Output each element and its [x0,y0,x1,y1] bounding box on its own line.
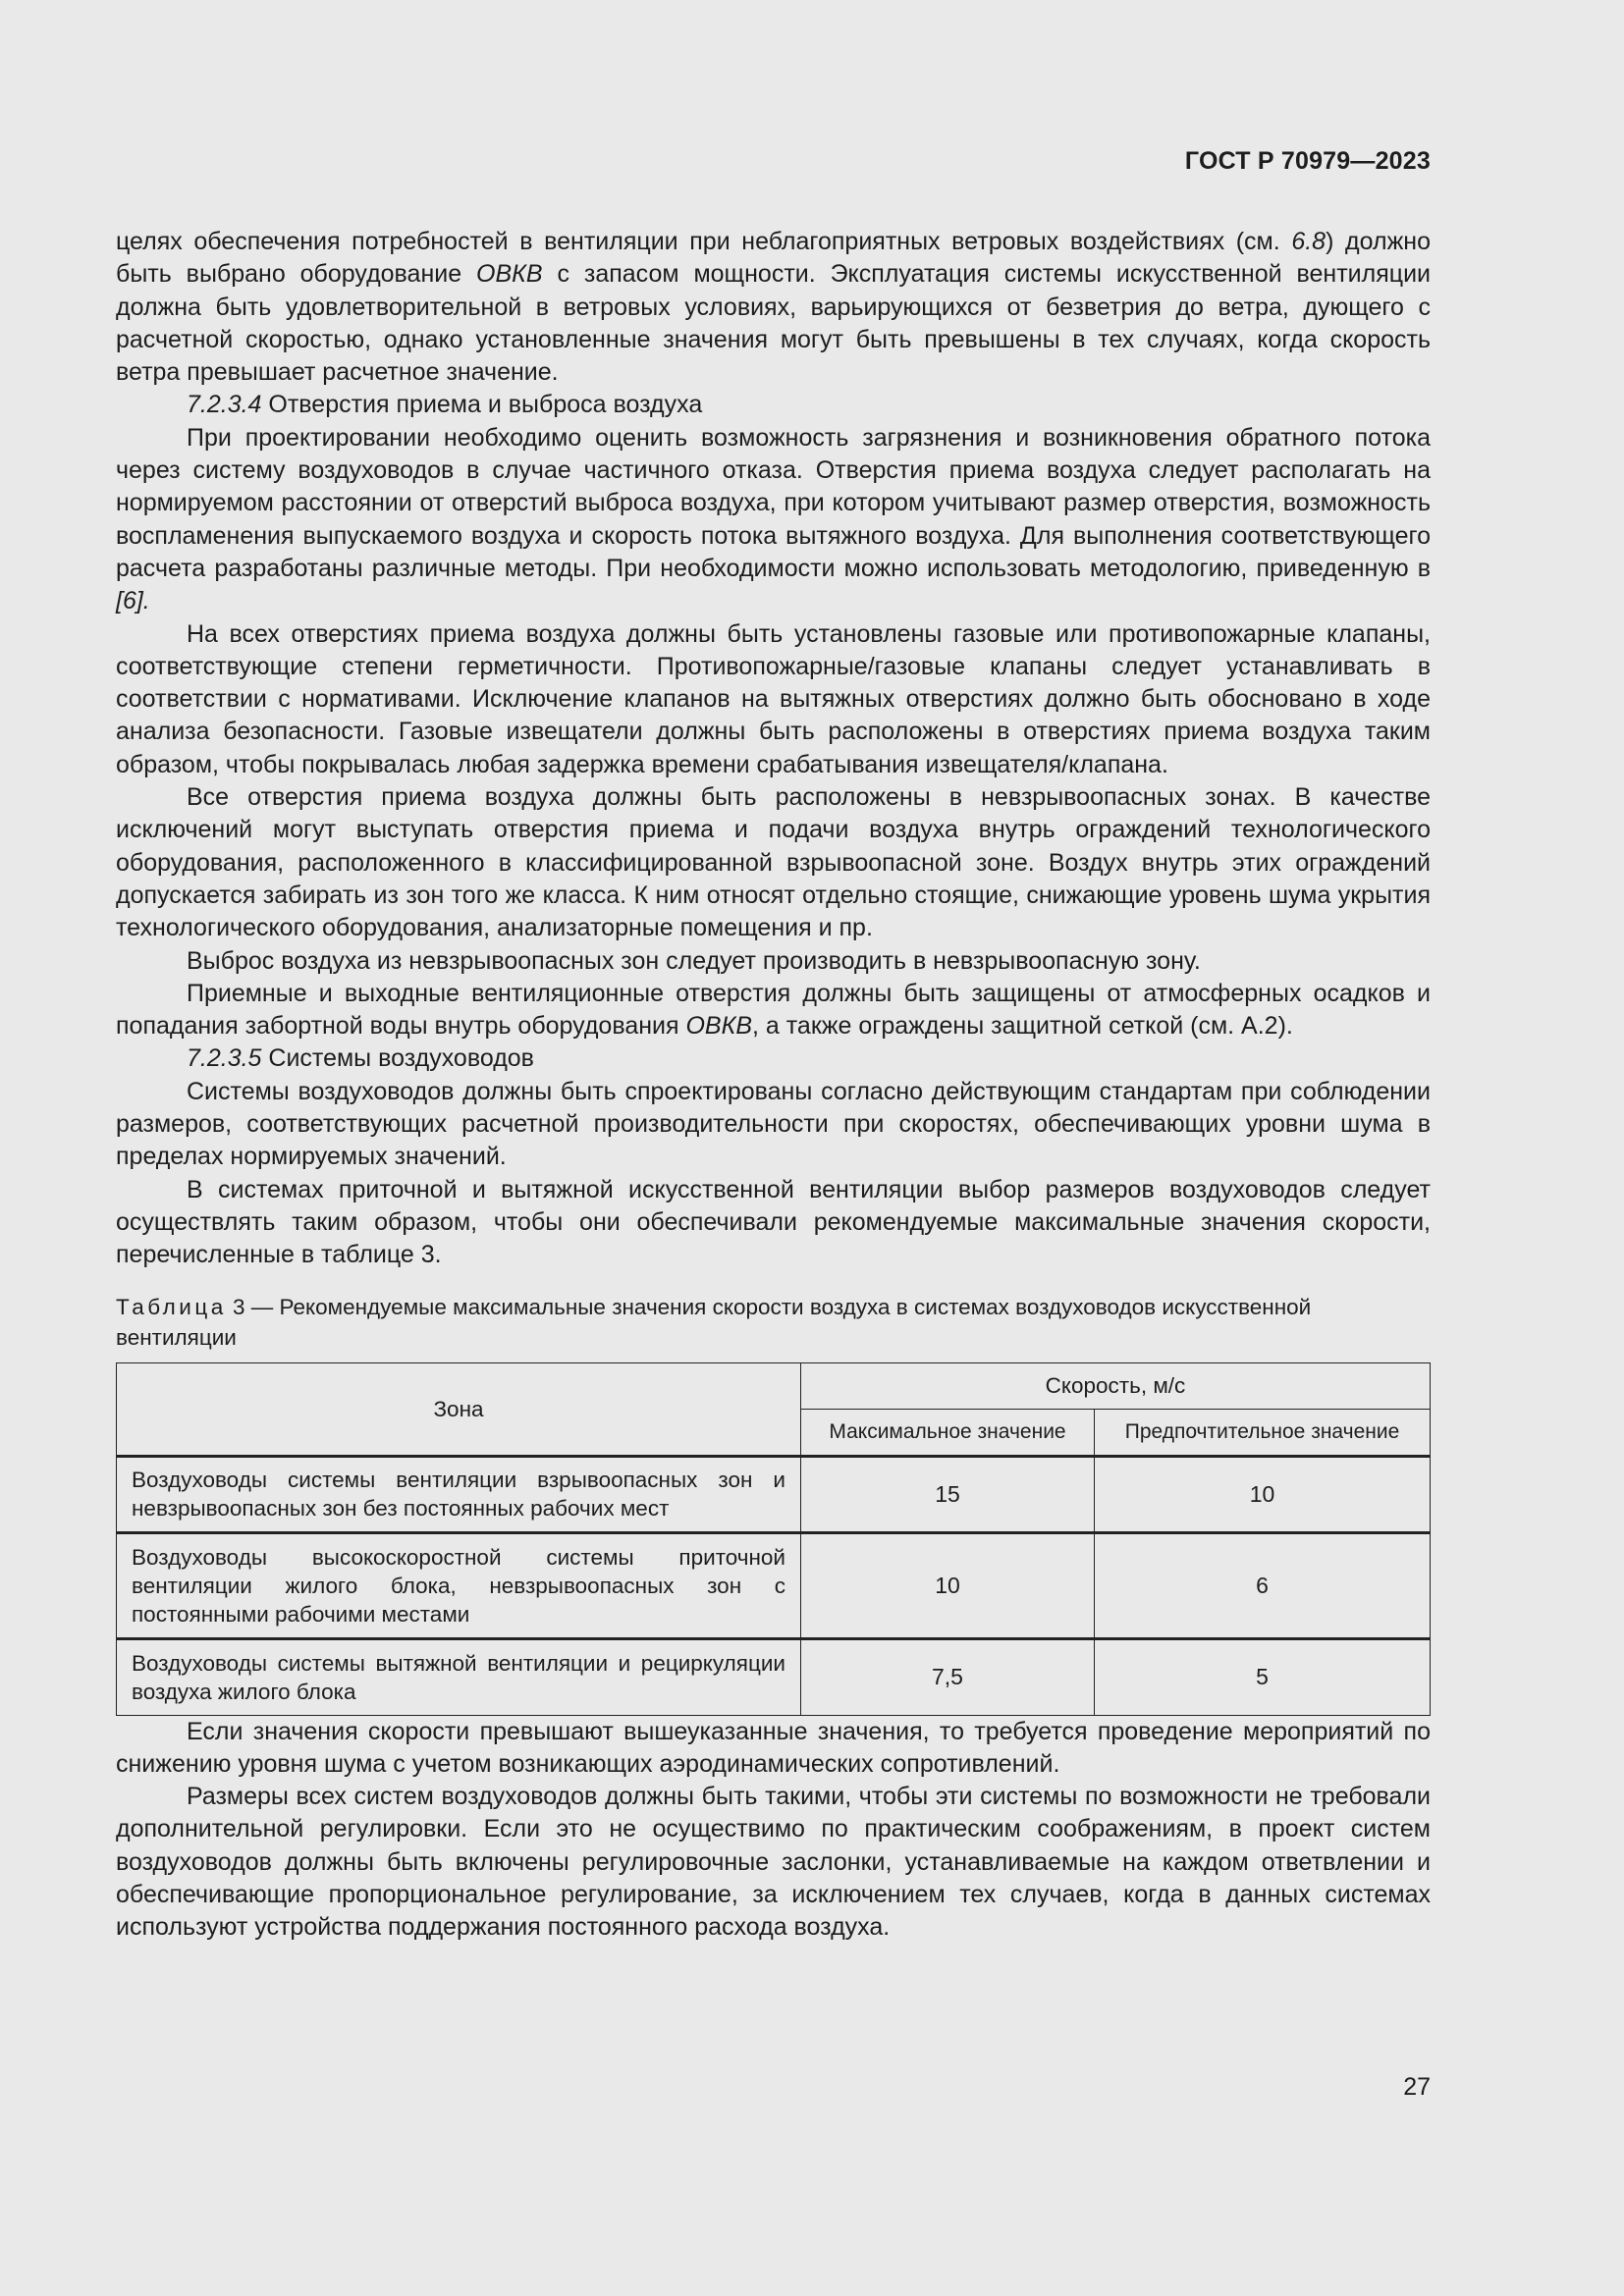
paragraph [116,978,1431,1043]
max-value-cell: 7,5 [801,1638,1095,1715]
section-heading-7-2-3-5 [116,1042,1431,1075]
zone-cell: Воздуховоды системы вентиляции взрывоопасных зон и невзрывоопасных зон без постоянных рабочих мест [117,1456,801,1532]
table-row [117,1456,1431,1532]
section-title: Системы воздуховодов [261,1044,534,1073]
paragraph: Размеры всех систем воздуховодов должны быть такими, чтобы эти системы по возможности не требовали дополнительной регулировки. Если это не осуществимо по практическим соображениям, в проект систем воздуховодов должны быть включены регулировочные заслонки, устанавливаемые на каждом ответвлении и обеспечивающие пропорциональное регулирование, за исключением тех случаев, когда в данных системах используют устройства поддержания постоянного расхода воздуха. [116,1783,1431,1942]
text-run: целях обеспечения потребностей в вентиляции при неблагоприятных ветровых воздействиях (см. [116,228,1292,255]
table-row [117,1532,1431,1638]
abbreviation-ovkv: ОВКВ [685,1012,753,1041]
text-run: с запасом мощности. Эксплуатация системы искусственной вентиляции должна быть удовлетворительной в ветровых условиях, варьирующихся от безветрия до ветра, дующего с расчетной скоростью, однако установленные значения могут быть превышены в тех случаях, когда скорость ветра превышает расчетное значение. [116,260,1431,387]
paragraph: В системах приточной и вытяжной искусственной вентиляции выбор размеров воздуховодов следует осуществлять таким образом, чтобы они обеспечивали рекомендуемые максимальные значения скорости, перечисленные в таблице 3. [116,1175,1431,1269]
paragraph: На всех отверстиях приема воздуха должны быть установлены газовые или противопожарные клапаны, соответствующие степени герметичности. Противопожарные/газовые клапаны следует устанавливать в соответствии с нормативами. Исключение клапанов на вытяжных отверстиях должно быть обосновано в ходе анализа безопасности. Газовые извещатели должны быть расположены в отверстиях приема воздуха таким образом, чтобы покрывалась любая задержка времени срабатывания извещателя/клапана. [116,619,1431,778]
text-run: ) должно быть выбрано оборудование [116,228,1432,289]
section-number: 7.2.3.5 [187,1044,262,1073]
abbreviation-ovkv: ОВКВ [476,260,543,289]
table-header-row [117,1362,1431,1409]
section-heading-7-2-3-4 [116,389,1431,421]
header-zone: Зона [117,1362,801,1456]
table-row [117,1638,1431,1715]
text-run: , а также ограждены защитной сеткой (см. А.2). [752,1012,1293,1041]
paragraph-continuation [116,226,1431,389]
paragraph: Системы воздуховодов должны быть спроектированы согласно действующим стандартам при соблюдении размеров, соответствующих расчетной производительности при скоростях, обеспечивающих уровни шума в пределах нормируемых значений. [116,1077,1431,1171]
zone-cell: Воздуховоды высокоскоростной системы приточной вентиляции жилого блока, невзрывоопасных зон с постоянными рабочими местами [117,1532,801,1638]
header-speed: Скорость, м/с [801,1362,1431,1409]
section-number: 7.2.3.4 [187,391,262,419]
bibliography-reference: [6]. [116,587,150,615]
zone-cell: Воздуховоды системы вытяжной вентиляции и рециркуляции воздуха жилого блока [117,1638,801,1715]
velocity-table [116,1362,1431,1716]
table-caption-text: 3 — Рекомендуемые максимальные значения скорости воздуха в системах воздуховодов искусственной вентиляции [116,1294,1312,1350]
header-max-value: Максимальное значение [801,1409,1095,1456]
paragraph [116,422,1431,618]
document-body [116,226,1431,1945]
text-run: При проектировании необходимо оценить возможность загрязнения и возникновения обратного потока через систему воздуховодов в случае частичного отказа. Отверстия приема воздуха следует располагать на нормируемом расстоянии от отверстий выброса воздуха, при котором учитывают размер отверстия, возможность воспламенения выпускаемого воздуха и скорость потока вытяжного воздуха. Для выполнения соответствующего расчета разработаны различные методы. При необходимости можно использовать методологию, приведенную в [116,423,1431,582]
preferred-value-cell: 10 [1095,1456,1431,1532]
section-title: Отверстия приема и выброса воздуха [261,391,703,419]
page-number: 27 [1403,2073,1431,2101]
preferred-value-cell: 6 [1095,1532,1431,1638]
preferred-value-cell: 5 [1095,1638,1431,1715]
header-preferred-value: Предпочтительное значение [1095,1409,1431,1456]
standard-designation: ГОСТ Р 70979—2023 [1184,147,1431,175]
paragraph: Все отверстия приема воздуха должны быть расположены в невзрывоопасных зонах. В качестве исключений могут выступать отверстия приема и подачи воздуха внутрь ограждений технологического оборудования, расположенного в классифицированной взрывоопасной зоне. Воздух внутрь этих ограждений допускается забирать из зон того же класса. К ним относят отдельно стоящие, снижающие уровень шума укрытия технологического оборудования, анализаторные помещения и пр. [116,783,1431,942]
table-caption [116,1292,1431,1353]
table-caption-label: Таблица [116,1294,227,1319]
max-value-cell: 15 [801,1456,1095,1532]
paragraph: Если значения скорости превышают вышеуказанные значения, то требуется проведение мероприятий по снижению уровня шума с учетом возникающих аэродинамических сопротивлений. [116,1717,1431,1778]
max-value-cell: 10 [801,1532,1095,1638]
paragraph: Выброс воздуха из невзрывоопасных зон следует производить в невзрывоопасную зону. [187,946,1201,975]
section-reference: 6.8 [1291,228,1326,255]
text-run: Приемные и выходные вентиляционные отверстия должны быть защищены от атмосферных осадков и попадания забортной воды внутрь оборудования [116,979,1431,1041]
